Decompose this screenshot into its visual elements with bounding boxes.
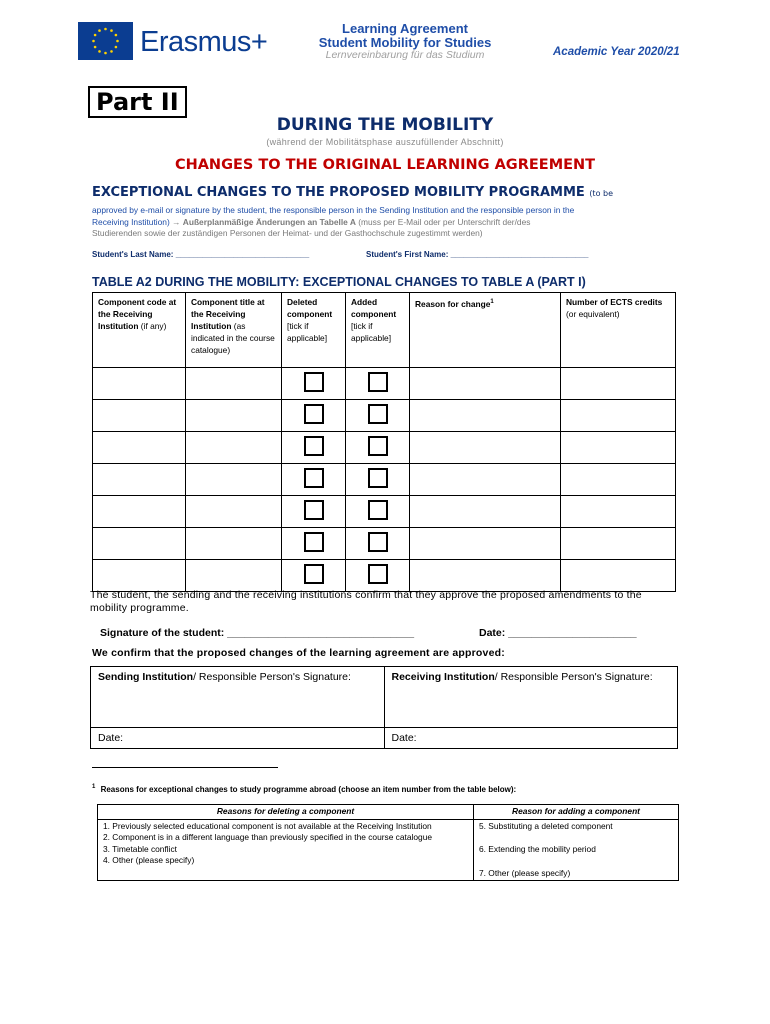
cell-added: [346, 496, 410, 528]
student-confirm-text: The student, the sending and the receiving institutions confirm that they approve the proposed amendments to the mobility programme.: [90, 589, 642, 614]
col6-rest: (or equivalent): [566, 309, 620, 319]
cell-code[interactable]: [93, 432, 186, 464]
exceptional-title-text: EXCEPTIONAL CHANGES TO THE PROPOSED MOBILITY PROGRAMME: [92, 185, 585, 200]
p1-b: Receiving Institution): [92, 217, 170, 227]
cell-reason[interactable]: [410, 400, 561, 432]
added-checkbox[interactable]: [368, 436, 388, 456]
cell-title[interactable]: [186, 368, 282, 400]
table-header-row: [93, 293, 676, 368]
col-component-code: [93, 293, 186, 368]
reason-7: 7. Other (please specify): [479, 867, 571, 878]
table-row: [93, 560, 676, 592]
reasons-delete-header: Reasons for deleting a component: [98, 805, 474, 820]
cell-reason[interactable]: [410, 432, 561, 464]
cell-title[interactable]: [186, 400, 282, 432]
part-label: Part II: [88, 86, 187, 118]
added-checkbox[interactable]: [368, 372, 388, 392]
footnote-text: Reasons for exceptional changes to study programme abroad (choose an item number from the table below):: [100, 784, 517, 794]
table-a2: [92, 292, 676, 592]
cell-reason[interactable]: [410, 496, 561, 528]
eu-flag-logo: [78, 22, 133, 60]
cell-ects[interactable]: [561, 496, 676, 528]
reason-1: 1. Previously selected educational component is not available at the Receiving Institution: [103, 820, 432, 831]
cell-added: [346, 368, 410, 400]
reason-2: 2. Component is in a different language than previously specified in the course catalogue: [103, 832, 433, 842]
exceptional-paragraph-de: Studierenden sowie der zuständigen Personen der Heimat- und der Gasthochschule zugestimmt werden): [92, 228, 483, 238]
col2-rest: (as indicated in the course catalogue): [191, 321, 275, 355]
erasmus-brand: Erasmus+: [140, 26, 268, 58]
cell-ects[interactable]: [561, 368, 676, 400]
receiving-bold: Receiving Institution: [391, 671, 495, 683]
deleted-checkbox[interactable]: [304, 500, 324, 520]
col5-sup: 1: [490, 299, 494, 305]
footnote-divider: [92, 767, 278, 768]
added-checkbox[interactable]: [368, 564, 388, 584]
col3-bold: Deleted component: [287, 297, 333, 319]
table-row: [93, 496, 676, 528]
reasons-add-header: Reason for adding a component: [474, 805, 679, 820]
deleted-checkbox[interactable]: [304, 564, 324, 584]
cell-ects[interactable]: [561, 560, 676, 592]
deleted-checkbox[interactable]: [304, 372, 324, 392]
col1-rest: (if any): [140, 321, 167, 331]
cell-added: [346, 432, 410, 464]
cell-reason[interactable]: [410, 368, 561, 400]
sending-date-cell[interactable]: [91, 728, 385, 749]
deleted-checkbox[interactable]: [304, 468, 324, 488]
arrow-icon: →: [172, 217, 181, 227]
footnote-number: 1: [92, 784, 96, 790]
cell-code[interactable]: [93, 496, 186, 528]
reasons-delete-list: [98, 819, 474, 881]
cell-deleted: [282, 432, 346, 464]
cell-added: [346, 528, 410, 560]
deleted-checkbox[interactable]: [304, 532, 324, 552]
cell-deleted: [282, 560, 346, 592]
col4-bold: Added component: [351, 297, 397, 319]
exceptional-title: [92, 185, 613, 200]
header-subtitle: Lernvereinbarung für das Studium: [325, 49, 485, 61]
receiving-signature-cell[interactable]: [384, 667, 678, 728]
changes-title: CHANGES TO THE ORIGINAL LEARNING AGREEMENT: [174, 157, 596, 173]
reason-6: 6. Extending the mobility period: [479, 844, 596, 854]
sending-bold: Sending Institution: [98, 671, 194, 683]
table-row: [93, 432, 676, 464]
cell-added: [346, 464, 410, 496]
during-title: DURING THE MOBILITY: [276, 115, 494, 135]
cell-title[interactable]: [186, 464, 282, 496]
signature-student-field[interactable]: Signature of the student: ________________________________: [100, 627, 415, 639]
col3-rest: [tick if applicable]: [287, 321, 328, 343]
student-first-name-field[interactable]: Student's First Name: _______________________________: [366, 250, 589, 259]
signature-date-field[interactable]: Date: ______________________: [479, 627, 637, 639]
cell-deleted: [282, 400, 346, 432]
receiving-rest: / Responsible Person's Signature:: [494, 671, 653, 683]
added-checkbox[interactable]: [368, 532, 388, 552]
header-title-2: Student Mobility for Studies: [318, 35, 492, 50]
during-subtitle: (während der Mobilitätsphase auszufüllender Abschnitt): [266, 137, 504, 147]
cell-ects[interactable]: [561, 528, 676, 560]
added-checkbox[interactable]: [368, 500, 388, 520]
cell-deleted: [282, 368, 346, 400]
sending-signature-cell[interactable]: [91, 667, 385, 728]
col5-bold: Reason for change: [415, 298, 491, 309]
academic-year: Academic Year 2020/21: [553, 46, 680, 58]
cell-title[interactable]: [186, 528, 282, 560]
confirm-line: We confirm that the proposed changes of the learning agreement are approved:: [92, 647, 505, 659]
col6-bold: Number of ECTS credits: [566, 297, 663, 307]
table-row: [93, 464, 676, 496]
footnote: [92, 784, 516, 794]
cell-code[interactable]: [93, 528, 186, 560]
header-title-1: Learning Agreement: [342, 21, 468, 36]
col1-bold: Component code at the Receiving Institution: [98, 297, 177, 331]
reason-3: 3. Timetable conflict: [103, 843, 178, 854]
cell-ects[interactable]: [561, 400, 676, 432]
cell-reason[interactable]: [410, 464, 561, 496]
cell-title[interactable]: [186, 560, 282, 592]
cell-deleted: [282, 528, 346, 560]
cell-added: [346, 400, 410, 432]
student-last-name-field[interactable]: Student's Last Name: ______________________________: [92, 250, 310, 259]
cell-added: [346, 560, 410, 592]
cell-ects[interactable]: [561, 464, 676, 496]
table-row: [93, 528, 676, 560]
cell-reason[interactable]: [410, 528, 561, 560]
cell-deleted: [282, 464, 346, 496]
col-component-title: [186, 293, 282, 368]
p1-de-rest: (muss per E-Mail oder per Unterschrift der/des: [358, 217, 531, 227]
reasons-table: [97, 804, 679, 881]
table-a2-title: TABLE A2 DURING THE MOBILITY: EXCEPTIONAL CHANGES TO TABLE A (PART I): [92, 275, 586, 289]
col-ects: [561, 293, 676, 368]
col2-bold: Component title at the Receiving Institution: [191, 297, 265, 331]
signature-table: [90, 666, 678, 749]
eu-stars-icon: [78, 22, 133, 60]
receiving-date-label: Date:: [391, 732, 417, 744]
added-checkbox[interactable]: [368, 404, 388, 424]
exceptional-suffix: (to be: [589, 189, 614, 198]
deleted-checkbox[interactable]: [304, 436, 324, 456]
sending-rest: / Responsible Person's Signature:: [193, 671, 351, 683]
col-deleted: [282, 293, 346, 368]
p1-a: approved by e-mail or signature by the student, the responsible person in the Sending Institution and the responsible person in the: [92, 205, 575, 215]
reason-5: 5. Substituting a deleted component: [479, 820, 613, 831]
deleted-checkbox[interactable]: [304, 404, 324, 424]
cell-ects[interactable]: [561, 432, 676, 464]
col-reason: [410, 293, 561, 368]
cell-reason[interactable]: [410, 560, 561, 592]
cell-code[interactable]: [93, 560, 186, 592]
cell-code[interactable]: [93, 400, 186, 432]
cell-title[interactable]: [186, 432, 282, 464]
reason-4: 4. Other (please specify): [103, 855, 195, 865]
table-row: [93, 400, 676, 432]
cell-code[interactable]: [93, 368, 186, 400]
sending-date-label: Date:: [98, 732, 124, 744]
table-row: [93, 368, 676, 400]
exceptional-paragraph: [92, 204, 677, 228]
col-added: [346, 293, 410, 368]
receiving-date-cell[interactable]: [384, 728, 678, 749]
p1-de-bold: Außerplanmäßige Änderungen an Tabelle A: [182, 217, 356, 227]
added-checkbox[interactable]: [368, 468, 388, 488]
cell-title[interactable]: [186, 496, 282, 528]
cell-code[interactable]: [93, 464, 186, 496]
col4-rest: [tick if applicable]: [351, 321, 392, 343]
reasons-add-list: [474, 819, 679, 881]
cell-deleted: [282, 496, 346, 528]
